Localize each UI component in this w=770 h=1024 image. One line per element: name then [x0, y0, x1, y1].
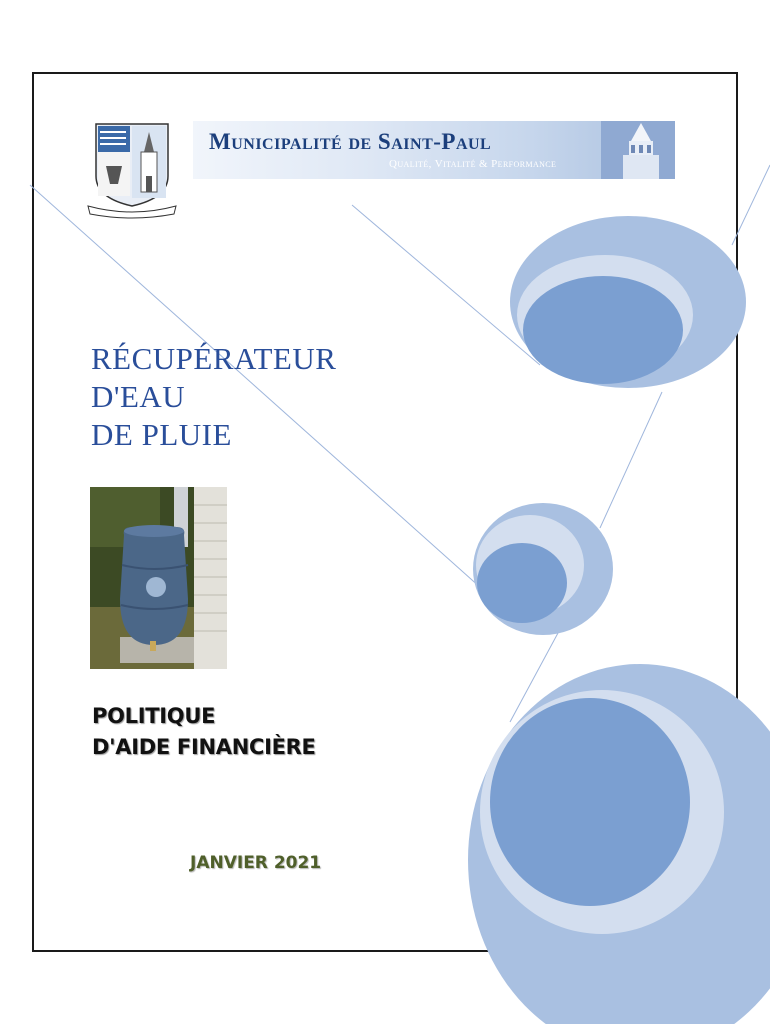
- large-circle-group-top: [510, 216, 746, 388]
- municipality-name: Municipalité de Saint-Paul: [209, 129, 492, 154]
- large-circle-group-bottom: [468, 664, 770, 1024]
- document-date: JANVIER 2021: [190, 853, 322, 873]
- main-title: [91, 340, 336, 454]
- policy-title: [92, 701, 316, 763]
- rain-barrel-photo: [90, 487, 227, 669]
- small-circle-group-middle: [473, 503, 613, 635]
- church-steeple-icon: [601, 121, 675, 179]
- policy-title-line-1: POLITIQUE: [92, 704, 216, 728]
- main-title-line-3: DE PLUIE: [91, 417, 232, 452]
- municipality-banner: [193, 121, 675, 179]
- main-title-line-1: RÉCUPÉRATEUR: [91, 341, 337, 376]
- municipality-tagline: Qualité, Vitalité & Performance: [389, 158, 557, 170]
- coat-of-arms-icon: [86, 118, 178, 220]
- main-title-line-2: D'EAU: [91, 379, 186, 414]
- policy-title-line-2: D'AIDE FINANCIÈRE: [92, 735, 316, 759]
